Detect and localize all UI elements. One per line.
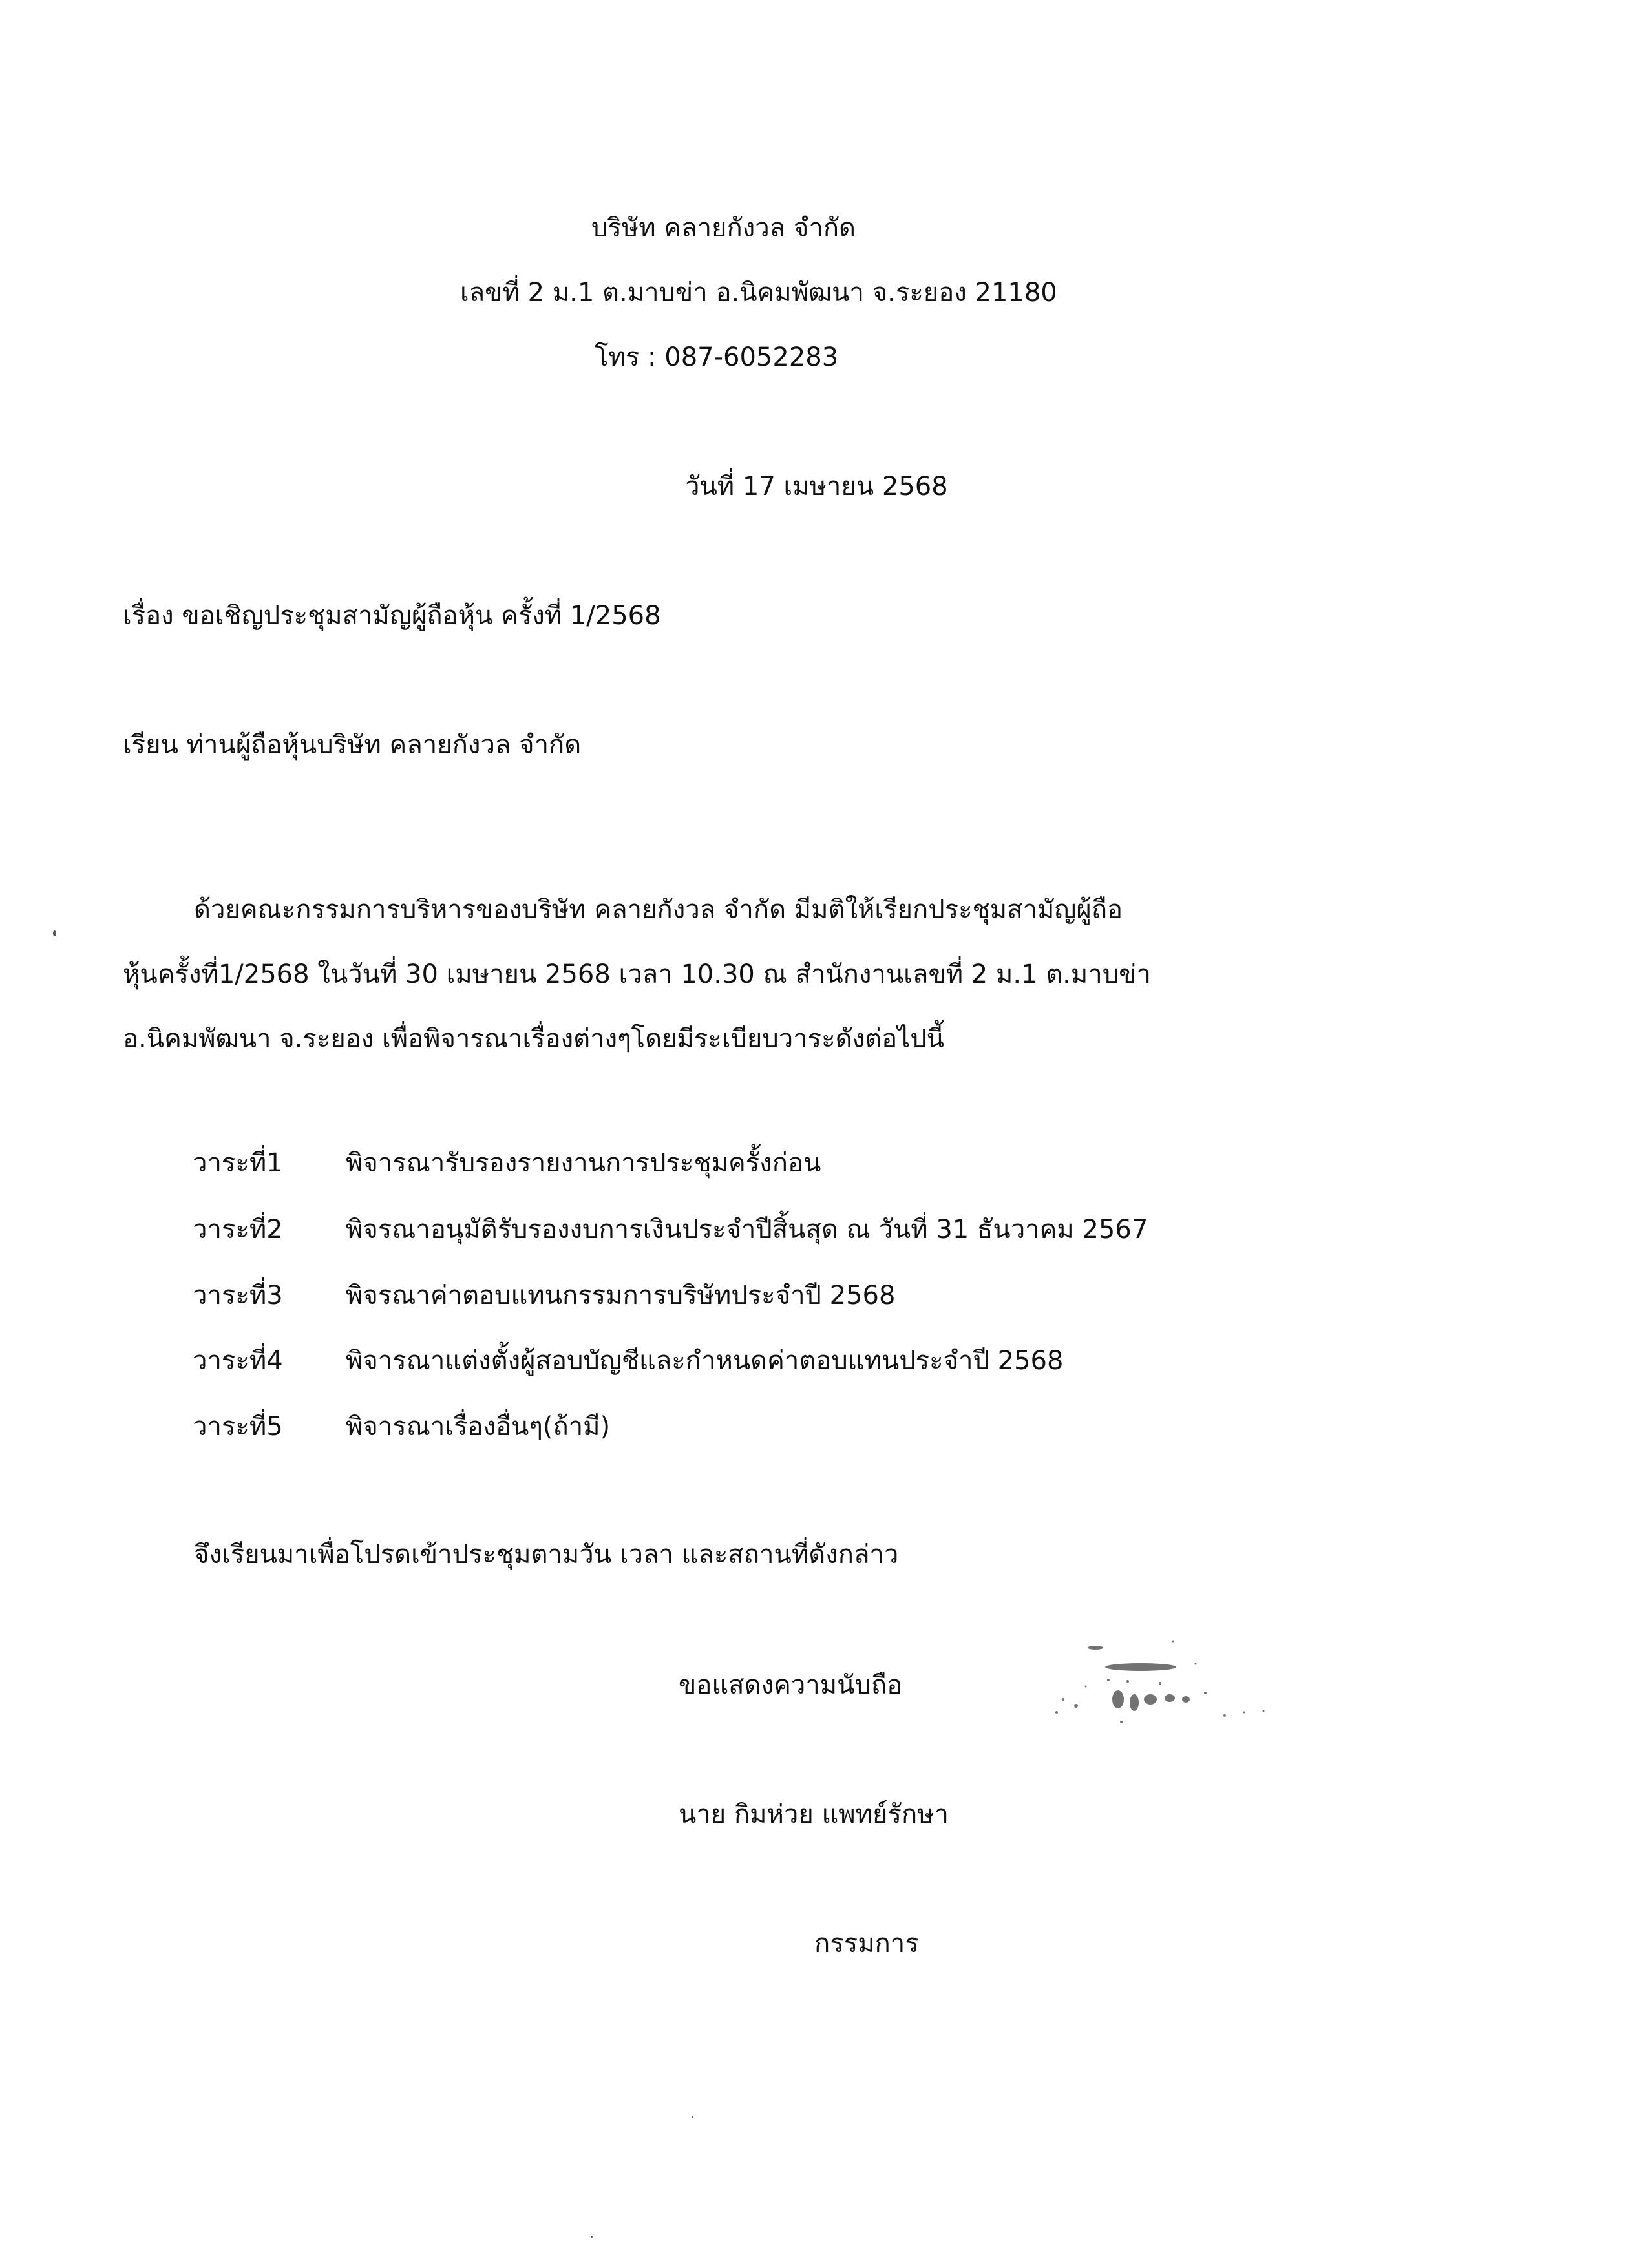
scan-speck — [692, 2116, 693, 2118]
signer-name: นาย กิมห่วย แพทย์รักษา — [679, 1800, 949, 1829]
signer-position: กรรมการ — [814, 1929, 919, 1958]
agenda-4-text: พิจารณาแต่งตั้งผู้สอบบัญชีและกำหนดค่าตอบแทนประจำปี 2568 — [346, 1346, 1064, 1376]
regards: ขอแสดงความนับถือ — [679, 1670, 903, 1700]
letter-date: วันที่ 17 เมษายน 2568 — [685, 472, 948, 501]
scan-speck — [53, 930, 56, 936]
agenda-1-text: พิจารณารับรองรายงานการประชุมครั้งก่อน — [346, 1148, 821, 1178]
letter-subject: เรื่อง ขอเชิญประชุมสามัญผู้ถือหุ้น ครั้งที่ 1/2568 — [123, 601, 661, 631]
company-name: บริษัท คลายกังวล จำกัด — [591, 213, 856, 243]
closing-sentence: จึงเรียนมาเพื่อโปรดเข้าประชุมตามวัน เวลา และสถานที่ดังกล่าว — [194, 1540, 899, 1570]
agenda-2-number: วาระที่2 — [193, 1215, 283, 1244]
agenda-5-text: พิจารณาเรื่องอื่นๆ(ถ้ามี) — [346, 1412, 611, 1442]
agenda-4-number: วาระที่4 — [193, 1346, 283, 1376]
letter-salutation: เรียน ท่านผู้ถือหุ้นบริษัท คลายกังวล จำกัด — [123, 730, 582, 760]
company-address: เลขที่ 2 ม.1 ต.มาบข่า อ.นิคมพัฒนา จ.ระยอง 21180 — [460, 278, 1057, 308]
signature-mark — [1037, 1602, 1283, 1745]
body-line-3: อ.นิคมพัฒนา จ.ระยอง เพื่อพิจารณาเรื่องต่างๆโดยมีระเบียบวาระดังต่อไปนี้ — [123, 1024, 944, 1054]
agenda-3-text: พิจรณาค่าตอบแทนกรรมการบริษัทประจำปี 2568 — [346, 1281, 896, 1310]
body-line-2: หุ้นครั้งที่1/2568 ในวันที่ 30 เมษายน 2568 เวลา 10.30 ณ สำนักงานเลขที่ 2 ม.1 ต.มาบข่า — [123, 960, 1151, 989]
agenda-5-number: วาระที่5 — [193, 1412, 283, 1442]
company-phone: โทร : 087-6052283 — [595, 342, 839, 372]
agenda-1-number: วาระที่1 — [193, 1148, 283, 1178]
agenda-2-text: พิจรณาอนุมัติรับรองงบการเงินประจำปีสิ้นสุด ณ วันที่ 31 ธันวาคม 2567 — [346, 1215, 1148, 1244]
body-line-1: ด้วยคณะกรรมการบริหารของบริษัท คลายกังวล จำกัด มีมติให้เรียกประชุมสามัญผู้ถือ — [194, 895, 1123, 925]
scan-speck — [591, 2236, 593, 2238]
agenda-3-number: วาระที่3 — [193, 1281, 283, 1310]
